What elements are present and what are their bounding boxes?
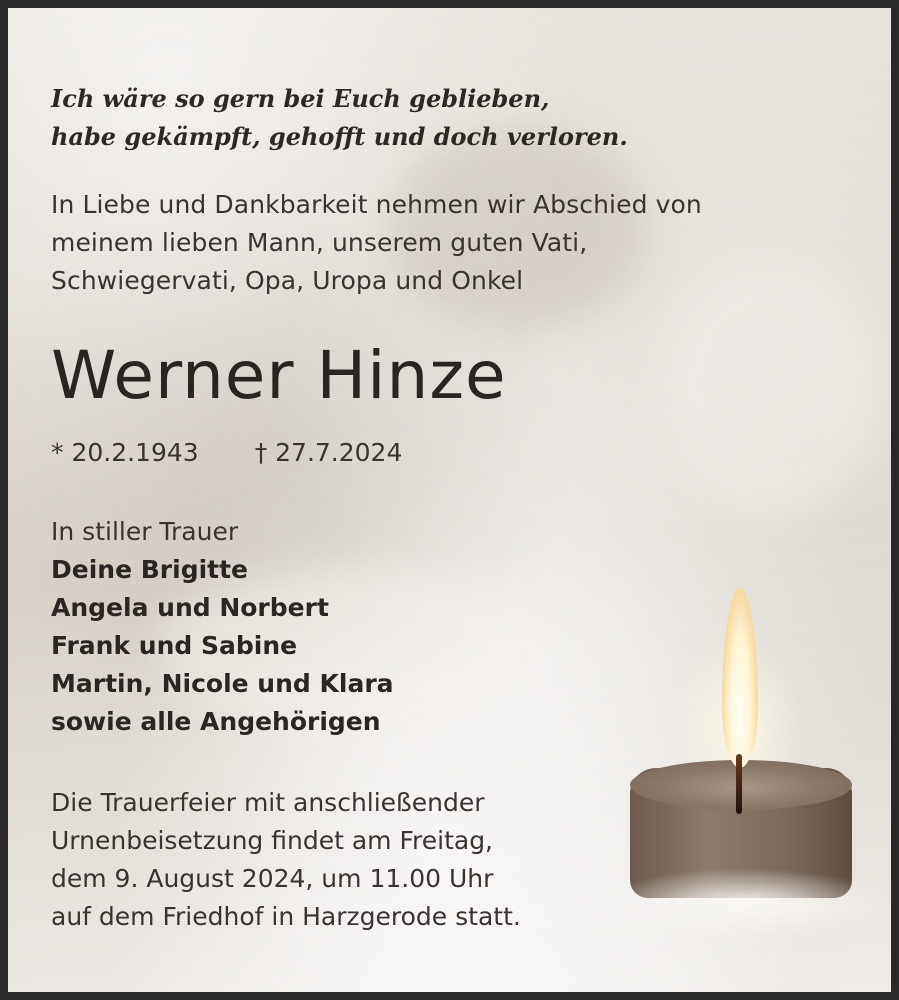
- deceased-name: Werner Hinze: [51, 337, 507, 414]
- mourners-block: [51, 513, 394, 741]
- death-date: † 27.7.2024: [254, 438, 403, 467]
- candle-flame: [722, 588, 758, 768]
- mourning-intro: In stiller Trauer: [51, 517, 239, 546]
- motto-verse: Ich wäre so gern bei Euch geblieben, habe gekämpft, gehofft und doch verloren.: [51, 84, 628, 151]
- birth-date: * 20.2.1943: [51, 438, 199, 467]
- obituary-card: [8, 8, 891, 992]
- intro-text: In Liebe und Dankbarkeit nehmen wir Abschied von meinem lieben Mann, unserem guten Vati, Schwiegervati, Opa, Uropa und Onkel: [51, 190, 702, 295]
- mourner-name: Deine Brigitte: [51, 555, 249, 584]
- service-details: Die Trauerfeier mit anschließender Urnenbeisetzung findet am Freitag, dem 9. August 2024, um 11.00 Uhr auf dem Friedhof in Harzgerode statt.: [51, 788, 521, 931]
- fur-foreground: [600, 868, 890, 938]
- mourner-name: Frank und Sabine: [51, 631, 298, 660]
- candle-wick: [736, 754, 742, 814]
- candle-image: [620, 588, 860, 918]
- life-dates: [51, 434, 402, 472]
- mourner-name: Angela und Norbert: [51, 593, 329, 622]
- mourner-name: Martin, Nicole und Klara: [51, 669, 394, 698]
- mourner-name: sowie alle Angehörigen: [51, 707, 381, 736]
